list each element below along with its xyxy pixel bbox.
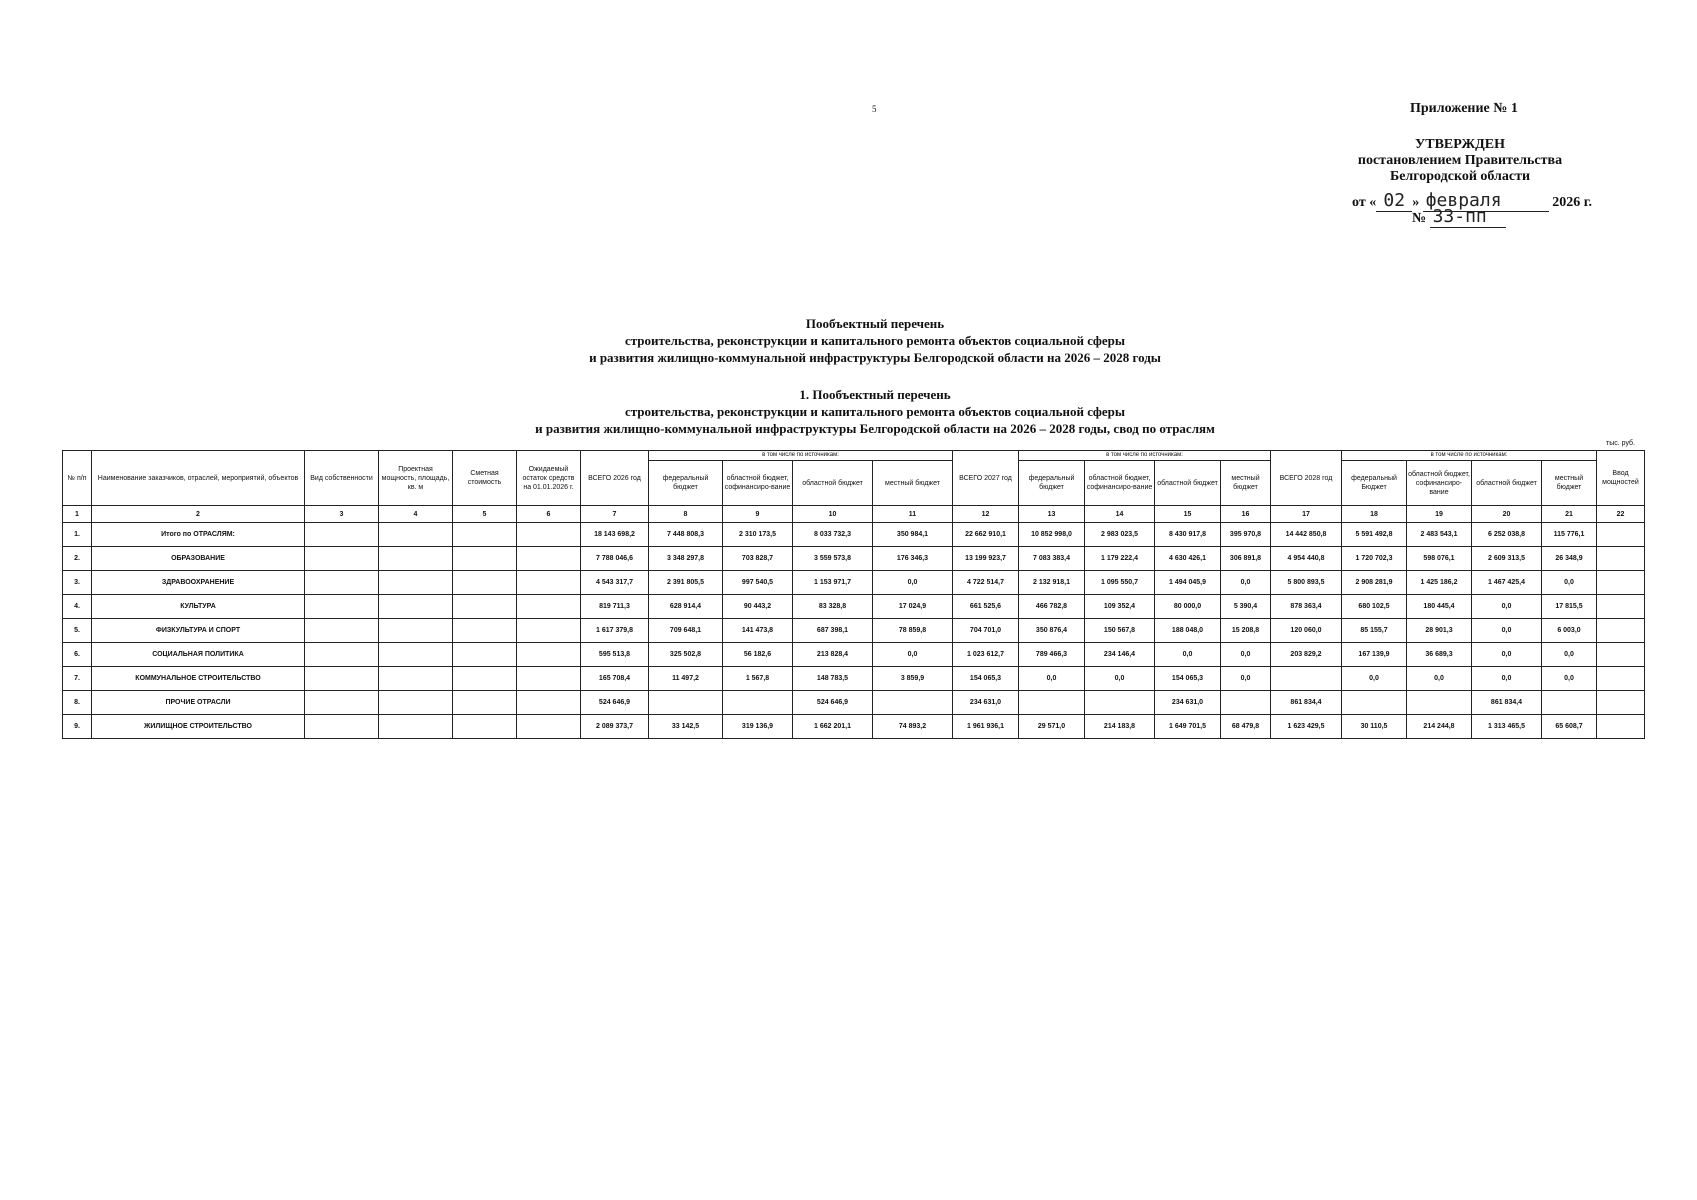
column-number: 9 xyxy=(723,506,793,523)
header-sources-2026: в том числе по источникам: xyxy=(649,451,953,461)
value-cell: 3 348 297,8 xyxy=(649,547,723,571)
table-row xyxy=(63,691,1645,715)
value-cell: 2 983 023,5 xyxy=(1085,523,1155,547)
value-cell: 1 095 550,7 xyxy=(1085,571,1155,595)
empty-cell xyxy=(1597,547,1645,571)
value-cell: 325 502,8 xyxy=(649,643,723,667)
empty-cell xyxy=(453,667,517,691)
date-prefix: от « xyxy=(1352,195,1377,210)
value-cell: 8 430 917,8 xyxy=(1155,523,1221,547)
value-cell: 1 023 612,7 xyxy=(953,643,1019,667)
value-cell: 213 828,4 xyxy=(793,643,873,667)
value-cell: 680 102,5 xyxy=(1342,595,1407,619)
appendix-label: Приложение № 1 xyxy=(1410,101,1518,116)
value-cell: 4 722 514,7 xyxy=(953,571,1019,595)
column-number: 10 xyxy=(793,506,873,523)
column-number: 22 xyxy=(1597,506,1645,523)
value-cell: 74 893,2 xyxy=(873,715,953,739)
header-local-2028: местный бюджет xyxy=(1542,461,1597,506)
header-num: № п/п xyxy=(63,451,92,506)
column-number: 2 xyxy=(92,506,305,523)
title-line-1: Пообъектный перечень xyxy=(805,316,945,331)
empty-cell xyxy=(453,619,517,643)
value-cell: 109 352,4 xyxy=(1085,595,1155,619)
header-regional-2027: областной бюджет xyxy=(1155,461,1221,506)
column-number: 17 xyxy=(1271,506,1342,523)
value-cell: 1 153 971,7 xyxy=(793,571,873,595)
value-cell: 11 497,2 xyxy=(649,667,723,691)
value-cell: 150 567,8 xyxy=(1085,619,1155,643)
value-cell: 524 646,9 xyxy=(793,691,873,715)
value-cell xyxy=(649,691,723,715)
column-number: 19 xyxy=(1407,506,1472,523)
title-line-2: строительства, реконструкции и капитального ремонта объектов социальной сферы xyxy=(624,333,1126,348)
value-cell xyxy=(1221,691,1271,715)
table-row xyxy=(63,715,1645,739)
value-cell: 0,0 xyxy=(1342,667,1407,691)
value-cell: 628 914,4 xyxy=(649,595,723,619)
empty-cell xyxy=(379,547,453,571)
empty-cell xyxy=(517,643,581,667)
empty-cell xyxy=(305,715,379,739)
value-cell: 598 076,1 xyxy=(1407,547,1472,571)
value-cell xyxy=(1542,691,1597,715)
column-number: 11 xyxy=(873,506,953,523)
empty-cell xyxy=(453,715,517,739)
value-cell: 789 466,3 xyxy=(1019,643,1085,667)
value-cell: 167 139,9 xyxy=(1342,643,1407,667)
value-cell: 65 608,7 xyxy=(1542,715,1597,739)
column-number: 18 xyxy=(1342,506,1407,523)
table-row xyxy=(63,595,1645,619)
header-cost: Сметная стоимость xyxy=(453,451,517,506)
header-federal-2027: федеральный бюджет xyxy=(1019,461,1085,506)
empty-cell xyxy=(517,715,581,739)
empty-cell xyxy=(305,523,379,547)
empty-cell xyxy=(517,547,581,571)
value-cell: 2 908 281,9 xyxy=(1342,571,1407,595)
empty-cell xyxy=(305,619,379,643)
empty-cell xyxy=(305,667,379,691)
row-number: 1. xyxy=(63,523,92,547)
value-cell: 154 065,3 xyxy=(953,667,1019,691)
value-cell: 2 310 173,5 xyxy=(723,523,793,547)
value-cell: 1 662 201,1 xyxy=(793,715,873,739)
value-cell: 0,0 xyxy=(1472,619,1542,643)
value-cell: 115 776,1 xyxy=(1542,523,1597,547)
value-cell: 5 591 492,8 xyxy=(1342,523,1407,547)
column-number: 5 xyxy=(453,506,517,523)
header-federal-2028: федеральный Бюджет xyxy=(1342,461,1407,506)
value-cell: 0,0 xyxy=(873,643,953,667)
value-cell xyxy=(1085,691,1155,715)
value-cell: 22 662 910,1 xyxy=(953,523,1019,547)
number-prefix: № xyxy=(1412,211,1427,226)
column-number: 13 xyxy=(1019,506,1085,523)
header-total-2028: ВСЕГО 2028 год xyxy=(1271,451,1342,506)
value-cell: 524 646,9 xyxy=(581,691,649,715)
header-regional-cofin-2027: областной бюджет, софинансиро-вание xyxy=(1085,461,1155,506)
value-cell: 26 348,9 xyxy=(1542,547,1597,571)
value-cell: 214 183,8 xyxy=(1085,715,1155,739)
row-number: 2. xyxy=(63,547,92,571)
value-cell: 90 443,2 xyxy=(723,595,793,619)
empty-cell xyxy=(379,643,453,667)
header-regional-2028: областной бюджет xyxy=(1472,461,1542,506)
value-cell xyxy=(1342,691,1407,715)
value-cell: 350 876,4 xyxy=(1019,619,1085,643)
empty-cell xyxy=(517,571,581,595)
value-cell: 1 313 465,5 xyxy=(1472,715,1542,739)
date-day: 02 xyxy=(1376,190,1412,212)
header-capacity: Проектная мощность, площадь, кв. м xyxy=(379,451,453,506)
empty-cell xyxy=(1597,643,1645,667)
header-federal-2026: федеральный бюджет xyxy=(649,461,723,506)
row-name: ПРОЧИЕ ОТРАСЛИ xyxy=(92,691,305,715)
value-cell: 0,0 xyxy=(1542,571,1597,595)
empty-cell xyxy=(1597,595,1645,619)
empty-cell xyxy=(453,571,517,595)
approval-line-1: постановлением Правительства xyxy=(1357,153,1563,168)
value-cell: 395 970,8 xyxy=(1221,523,1271,547)
value-cell: 2 609 313,5 xyxy=(1472,547,1542,571)
summary-table xyxy=(62,450,1645,739)
value-cell: 7 788 046,6 xyxy=(581,547,649,571)
value-cell: 234 631,0 xyxy=(953,691,1019,715)
value-cell: 878 363,4 xyxy=(1271,595,1342,619)
value-cell: 0,0 xyxy=(1472,643,1542,667)
table-row xyxy=(63,667,1645,691)
value-cell xyxy=(1019,691,1085,715)
value-cell: 595 513,8 xyxy=(581,643,649,667)
column-number: 12 xyxy=(953,506,1019,523)
value-cell: 0,0 xyxy=(1221,571,1271,595)
row-name: СОЦИАЛЬНАЯ ПОЛИТИКА xyxy=(92,643,305,667)
empty-cell xyxy=(379,595,453,619)
value-cell: 687 398,1 xyxy=(793,619,873,643)
value-cell: 1 961 936,1 xyxy=(953,715,1019,739)
value-cell: 1 494 045,9 xyxy=(1155,571,1221,595)
row-number: 3. xyxy=(63,571,92,595)
document-title xyxy=(400,315,1350,366)
value-cell: 3 559 573,8 xyxy=(793,547,873,571)
row-name: КОММУНАЛЬНОЕ СТРОИТЕЛЬСТВО xyxy=(92,667,305,691)
table-row xyxy=(63,523,1645,547)
value-cell xyxy=(1271,667,1342,691)
value-cell: 56 182,6 xyxy=(723,643,793,667)
value-cell: 33 142,5 xyxy=(649,715,723,739)
value-cell: 68 479,8 xyxy=(1221,715,1271,739)
section-title-line-2: строительства, реконструкции и капитального ремонта объектов социальной сферы xyxy=(624,404,1126,419)
number-value: 33-пп xyxy=(1430,206,1506,228)
row-name: КУЛЬТУРА xyxy=(92,595,305,619)
column-number: 6 xyxy=(517,506,581,523)
value-cell: 1 720 702,3 xyxy=(1342,547,1407,571)
empty-cell xyxy=(517,523,581,547)
header-local-2026: местный бюджет xyxy=(873,461,953,506)
value-cell: 234 631,0 xyxy=(1155,691,1221,715)
title-line-3: и развития жилищно-коммунальной инфраструктуры Белгородской области на 2026 – 2028 годы xyxy=(589,350,1161,365)
value-cell: 4 543 317,7 xyxy=(581,571,649,595)
approval-number xyxy=(1412,206,1506,228)
section-title-line-3: и развития жилищно-коммунальной инфраструктуры Белгородской области на 2026 – 2028 годы, свод по отраслям xyxy=(535,421,1215,436)
value-cell: 5 800 893,5 xyxy=(1271,571,1342,595)
value-cell: 1 179 222,4 xyxy=(1085,547,1155,571)
empty-cell xyxy=(379,667,453,691)
value-cell: 176 346,3 xyxy=(873,547,953,571)
value-cell: 661 525,6 xyxy=(953,595,1019,619)
header-regional-cofin-2026: областной бюджет, софинансиро-вание xyxy=(723,461,793,506)
header-name: Наименование заказчиков, отраслей, мероприятий, объектов xyxy=(92,451,305,506)
value-cell: 13 199 923,7 xyxy=(953,547,1019,571)
empty-cell xyxy=(305,595,379,619)
value-cell: 15 208,8 xyxy=(1221,619,1271,643)
empty-cell xyxy=(379,691,453,715)
header-sources-2027: в том числе по источникам: xyxy=(1019,451,1271,461)
value-cell: 2 132 918,1 xyxy=(1019,571,1085,595)
column-number: 4 xyxy=(379,506,453,523)
empty-cell xyxy=(453,595,517,619)
value-cell: 0,0 xyxy=(1542,667,1597,691)
empty-cell xyxy=(453,643,517,667)
row-name: ЖИЛИЩНОЕ СТРОИТЕЛЬСТВО xyxy=(92,715,305,739)
value-cell: 85 155,7 xyxy=(1342,619,1407,643)
value-cell: 154 065,3 xyxy=(1155,667,1221,691)
value-cell: 704 701,0 xyxy=(953,619,1019,643)
value-cell: 29 571,0 xyxy=(1019,715,1085,739)
header-ownership: Вид собственности xyxy=(305,451,379,506)
empty-cell xyxy=(453,547,517,571)
column-number: 21 xyxy=(1542,506,1597,523)
value-cell: 17 815,5 xyxy=(1542,595,1597,619)
column-number: 20 xyxy=(1472,506,1542,523)
row-number: 4. xyxy=(63,595,92,619)
column-number: 1 xyxy=(63,506,92,523)
empty-cell xyxy=(1597,667,1645,691)
empty-cell xyxy=(1597,619,1645,643)
row-number: 6. xyxy=(63,643,92,667)
column-number: 14 xyxy=(1085,506,1155,523)
table-row xyxy=(63,619,1645,643)
value-cell: 2 483 543,1 xyxy=(1407,523,1472,547)
value-cell: 30 110,5 xyxy=(1342,715,1407,739)
value-cell: 466 782,8 xyxy=(1019,595,1085,619)
value-cell: 18 143 698,2 xyxy=(581,523,649,547)
empty-cell xyxy=(1597,715,1645,739)
empty-cell xyxy=(453,691,517,715)
value-cell: 0,0 xyxy=(1221,643,1271,667)
empty-cell xyxy=(305,571,379,595)
table-row xyxy=(63,547,1645,571)
empty-cell xyxy=(517,595,581,619)
date-year: 2026 г. xyxy=(1552,195,1592,210)
value-cell xyxy=(873,691,953,715)
value-cell: 78 859,8 xyxy=(873,619,953,643)
units-label: тыс. руб. xyxy=(1606,440,1635,447)
value-cell: 148 783,5 xyxy=(793,667,873,691)
value-cell: 1 567,8 xyxy=(723,667,793,691)
value-cell: 17 024,9 xyxy=(873,595,953,619)
header-regional-2026: областной бюджет xyxy=(793,461,873,506)
page-number: 5 xyxy=(872,104,877,114)
row-name: ЗДРАВООХРАНЕНИЕ xyxy=(92,571,305,595)
value-cell: 36 689,3 xyxy=(1407,643,1472,667)
value-cell: 188 048,0 xyxy=(1155,619,1221,643)
empty-cell xyxy=(305,643,379,667)
value-cell: 2 089 373,7 xyxy=(581,715,649,739)
value-cell: 997 540,5 xyxy=(723,571,793,595)
empty-cell xyxy=(453,523,517,547)
value-cell: 0,0 xyxy=(1085,667,1155,691)
date-separator: » xyxy=(1412,195,1420,210)
value-cell: 0,0 xyxy=(1407,667,1472,691)
value-cell: 7 448 808,3 xyxy=(649,523,723,547)
value-cell: 1 425 186,2 xyxy=(1407,571,1472,595)
value-cell: 0,0 xyxy=(1542,643,1597,667)
value-cell: 4 954 440,8 xyxy=(1271,547,1342,571)
empty-cell xyxy=(305,547,379,571)
empty-cell xyxy=(1597,523,1645,547)
value-cell: 120 060,0 xyxy=(1271,619,1342,643)
value-cell: 1 617 379,8 xyxy=(581,619,649,643)
row-number: 9. xyxy=(63,715,92,739)
value-cell: 8 033 732,3 xyxy=(793,523,873,547)
section-title-line-1: 1. Пообъектный перечень xyxy=(799,387,951,402)
empty-cell xyxy=(517,619,581,643)
row-name: ОБРАЗОВАНИЕ xyxy=(92,547,305,571)
header-total-2027: ВСЕГО 2027 год xyxy=(953,451,1019,506)
column-number: 3 xyxy=(305,506,379,523)
value-cell: 80 000,0 xyxy=(1155,595,1221,619)
value-cell: 1 467 425,4 xyxy=(1472,571,1542,595)
section-title xyxy=(400,386,1350,437)
value-cell: 350 984,1 xyxy=(873,523,953,547)
value-cell: 6 003,0 xyxy=(1542,619,1597,643)
value-cell: 7 083 383,4 xyxy=(1019,547,1085,571)
date-month: февраля xyxy=(1423,190,1549,212)
value-cell: 1 623 429,5 xyxy=(1271,715,1342,739)
empty-cell xyxy=(379,523,453,547)
row-number: 8. xyxy=(63,691,92,715)
empty-cell xyxy=(305,691,379,715)
value-cell: 703 828,7 xyxy=(723,547,793,571)
value-cell: 1 649 701,5 xyxy=(1155,715,1221,739)
value-cell: 0,0 xyxy=(1472,667,1542,691)
value-cell: 0,0 xyxy=(873,571,953,595)
value-cell: 83 328,8 xyxy=(793,595,873,619)
header-sources-2028: в том числе по источникам: xyxy=(1342,451,1597,461)
value-cell: 234 146,4 xyxy=(1085,643,1155,667)
value-cell xyxy=(1407,691,1472,715)
value-cell: 0,0 xyxy=(1155,643,1221,667)
value-cell: 165 708,4 xyxy=(581,667,649,691)
value-cell: 0,0 xyxy=(1472,595,1542,619)
value-cell: 10 852 998,0 xyxy=(1019,523,1085,547)
row-number: 5. xyxy=(63,619,92,643)
value-cell xyxy=(723,691,793,715)
table-row xyxy=(63,643,1645,667)
approved-label: УТВЕРЖДЕН xyxy=(1414,137,1506,152)
column-number: 15 xyxy=(1155,506,1221,523)
value-cell: 180 445,4 xyxy=(1407,595,1472,619)
header-commissioning: Ввод мощностей xyxy=(1597,451,1645,506)
value-cell: 306 891,8 xyxy=(1221,547,1271,571)
empty-cell xyxy=(517,667,581,691)
value-cell: 861 834,4 xyxy=(1271,691,1342,715)
column-number-row xyxy=(63,506,1645,523)
value-cell: 14 442 850,8 xyxy=(1271,523,1342,547)
value-cell: 319 136,9 xyxy=(723,715,793,739)
header-regional-cofin-2028: областной бюджет, софинансиро-вание xyxy=(1407,461,1472,506)
value-cell: 3 859,9 xyxy=(873,667,953,691)
empty-cell xyxy=(379,619,453,643)
header-remainder: Ожидаемый остаток средств на 01.01.2026 г. xyxy=(517,451,581,506)
value-cell: 141 473,8 xyxy=(723,619,793,643)
empty-cell xyxy=(1597,691,1645,715)
table-row xyxy=(63,571,1645,595)
value-cell: 861 834,4 xyxy=(1472,691,1542,715)
header-local-2027: местный бюджет xyxy=(1221,461,1271,506)
value-cell: 819 711,3 xyxy=(581,595,649,619)
value-cell: 709 648,1 xyxy=(649,619,723,643)
column-number: 16 xyxy=(1221,506,1271,523)
value-cell: 2 391 805,5 xyxy=(649,571,723,595)
row-number: 7. xyxy=(63,667,92,691)
value-cell: 28 901,3 xyxy=(1407,619,1472,643)
value-cell: 5 390,4 xyxy=(1221,595,1271,619)
value-cell: 0,0 xyxy=(1019,667,1085,691)
approval-line-2: Белгородской области xyxy=(1389,169,1531,184)
empty-cell xyxy=(517,691,581,715)
empty-cell xyxy=(379,571,453,595)
empty-cell xyxy=(1597,571,1645,595)
column-number: 7 xyxy=(581,506,649,523)
row-name: ФИЗКУЛЬТУРА И СПОРТ xyxy=(92,619,305,643)
value-cell: 4 630 426,1 xyxy=(1155,547,1221,571)
value-cell: 214 244,8 xyxy=(1407,715,1472,739)
value-cell: 0,0 xyxy=(1221,667,1271,691)
value-cell: 203 829,2 xyxy=(1271,643,1342,667)
value-cell: 6 252 038,8 xyxy=(1472,523,1542,547)
header-total-2026: ВСЕГО 2026 год xyxy=(581,451,649,506)
column-number: 8 xyxy=(649,506,723,523)
empty-cell xyxy=(379,715,453,739)
row-name: Итого по ОТРАСЛЯМ: xyxy=(92,523,305,547)
